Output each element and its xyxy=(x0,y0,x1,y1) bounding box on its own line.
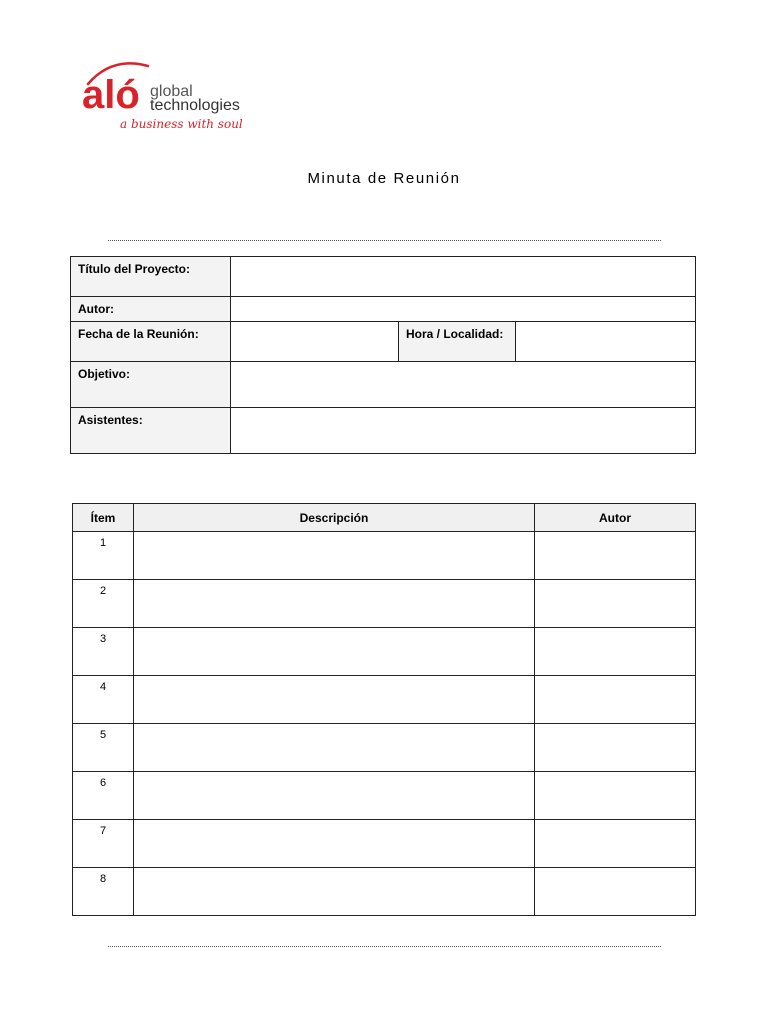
item-author-cell[interactable] xyxy=(535,772,696,820)
table-row xyxy=(73,772,696,820)
info-row-attendees xyxy=(71,408,696,454)
table-row xyxy=(73,532,696,580)
item-author-cell[interactable] xyxy=(535,580,696,628)
item-number: 1 xyxy=(73,532,134,580)
table-row xyxy=(73,820,696,868)
author-field[interactable] xyxy=(231,297,696,322)
attendees-label: Asistentes: xyxy=(71,408,231,454)
project-title-label: Título del Proyecto: xyxy=(71,257,231,297)
company-logo xyxy=(82,58,272,138)
attendees-field[interactable] xyxy=(231,408,696,454)
table-row xyxy=(73,724,696,772)
info-row-meeting-date xyxy=(71,322,696,362)
info-row-objective xyxy=(71,362,696,408)
logo-line2: technologies xyxy=(150,97,240,114)
item-number: 4 xyxy=(73,676,134,724)
objective-field[interactable] xyxy=(231,362,696,408)
top-divider xyxy=(108,240,661,241)
meeting-date-field[interactable] xyxy=(231,322,399,362)
page-title: Minuta de Reunión xyxy=(307,170,461,187)
time-location-label: Hora / Localidad: xyxy=(399,322,516,362)
item-author-cell[interactable] xyxy=(535,532,696,580)
author-column-header: Autor xyxy=(535,504,696,532)
item-number: 5 xyxy=(73,724,134,772)
item-author-cell[interactable] xyxy=(535,868,696,916)
table-row xyxy=(73,628,696,676)
item-number: 7 xyxy=(73,820,134,868)
project-title-field[interactable] xyxy=(231,257,696,297)
author-label: Autor: xyxy=(71,297,231,322)
info-row-author xyxy=(71,297,696,322)
meeting-info-table xyxy=(70,256,696,454)
item-description-cell[interactable] xyxy=(134,676,535,724)
item-description-cell[interactable] xyxy=(134,772,535,820)
items-header-row xyxy=(73,504,696,532)
table-row xyxy=(73,580,696,628)
item-number: 8 xyxy=(73,868,134,916)
item-description-cell[interactable] xyxy=(134,628,535,676)
item-description-cell[interactable] xyxy=(134,868,535,916)
item-description-cell[interactable] xyxy=(134,820,535,868)
logo-tagline: a business with soul xyxy=(120,117,243,131)
item-number: 6 xyxy=(73,772,134,820)
items-table xyxy=(72,503,696,916)
time-location-field[interactable] xyxy=(516,322,696,362)
item-column-header: Ítem xyxy=(73,504,134,532)
logo-line1: global xyxy=(150,83,193,100)
logo-brand-text: aló xyxy=(82,73,140,117)
item-author-cell[interactable] xyxy=(535,628,696,676)
item-description-cell[interactable] xyxy=(134,724,535,772)
item-author-cell[interactable] xyxy=(535,820,696,868)
table-row xyxy=(73,868,696,916)
item-author-cell[interactable] xyxy=(535,724,696,772)
table-row xyxy=(73,676,696,724)
description-column-header: Descripción xyxy=(134,504,535,532)
item-author-cell[interactable] xyxy=(535,676,696,724)
objective-label: Objetivo: xyxy=(71,362,231,408)
info-row-project-title xyxy=(71,257,696,297)
item-description-cell[interactable] xyxy=(134,580,535,628)
bottom-divider xyxy=(108,946,661,947)
item-number: 2 xyxy=(73,580,134,628)
meeting-date-label: Fecha de la Reunión: xyxy=(71,322,231,362)
item-number: 3 xyxy=(73,628,134,676)
item-description-cell[interactable] xyxy=(134,532,535,580)
